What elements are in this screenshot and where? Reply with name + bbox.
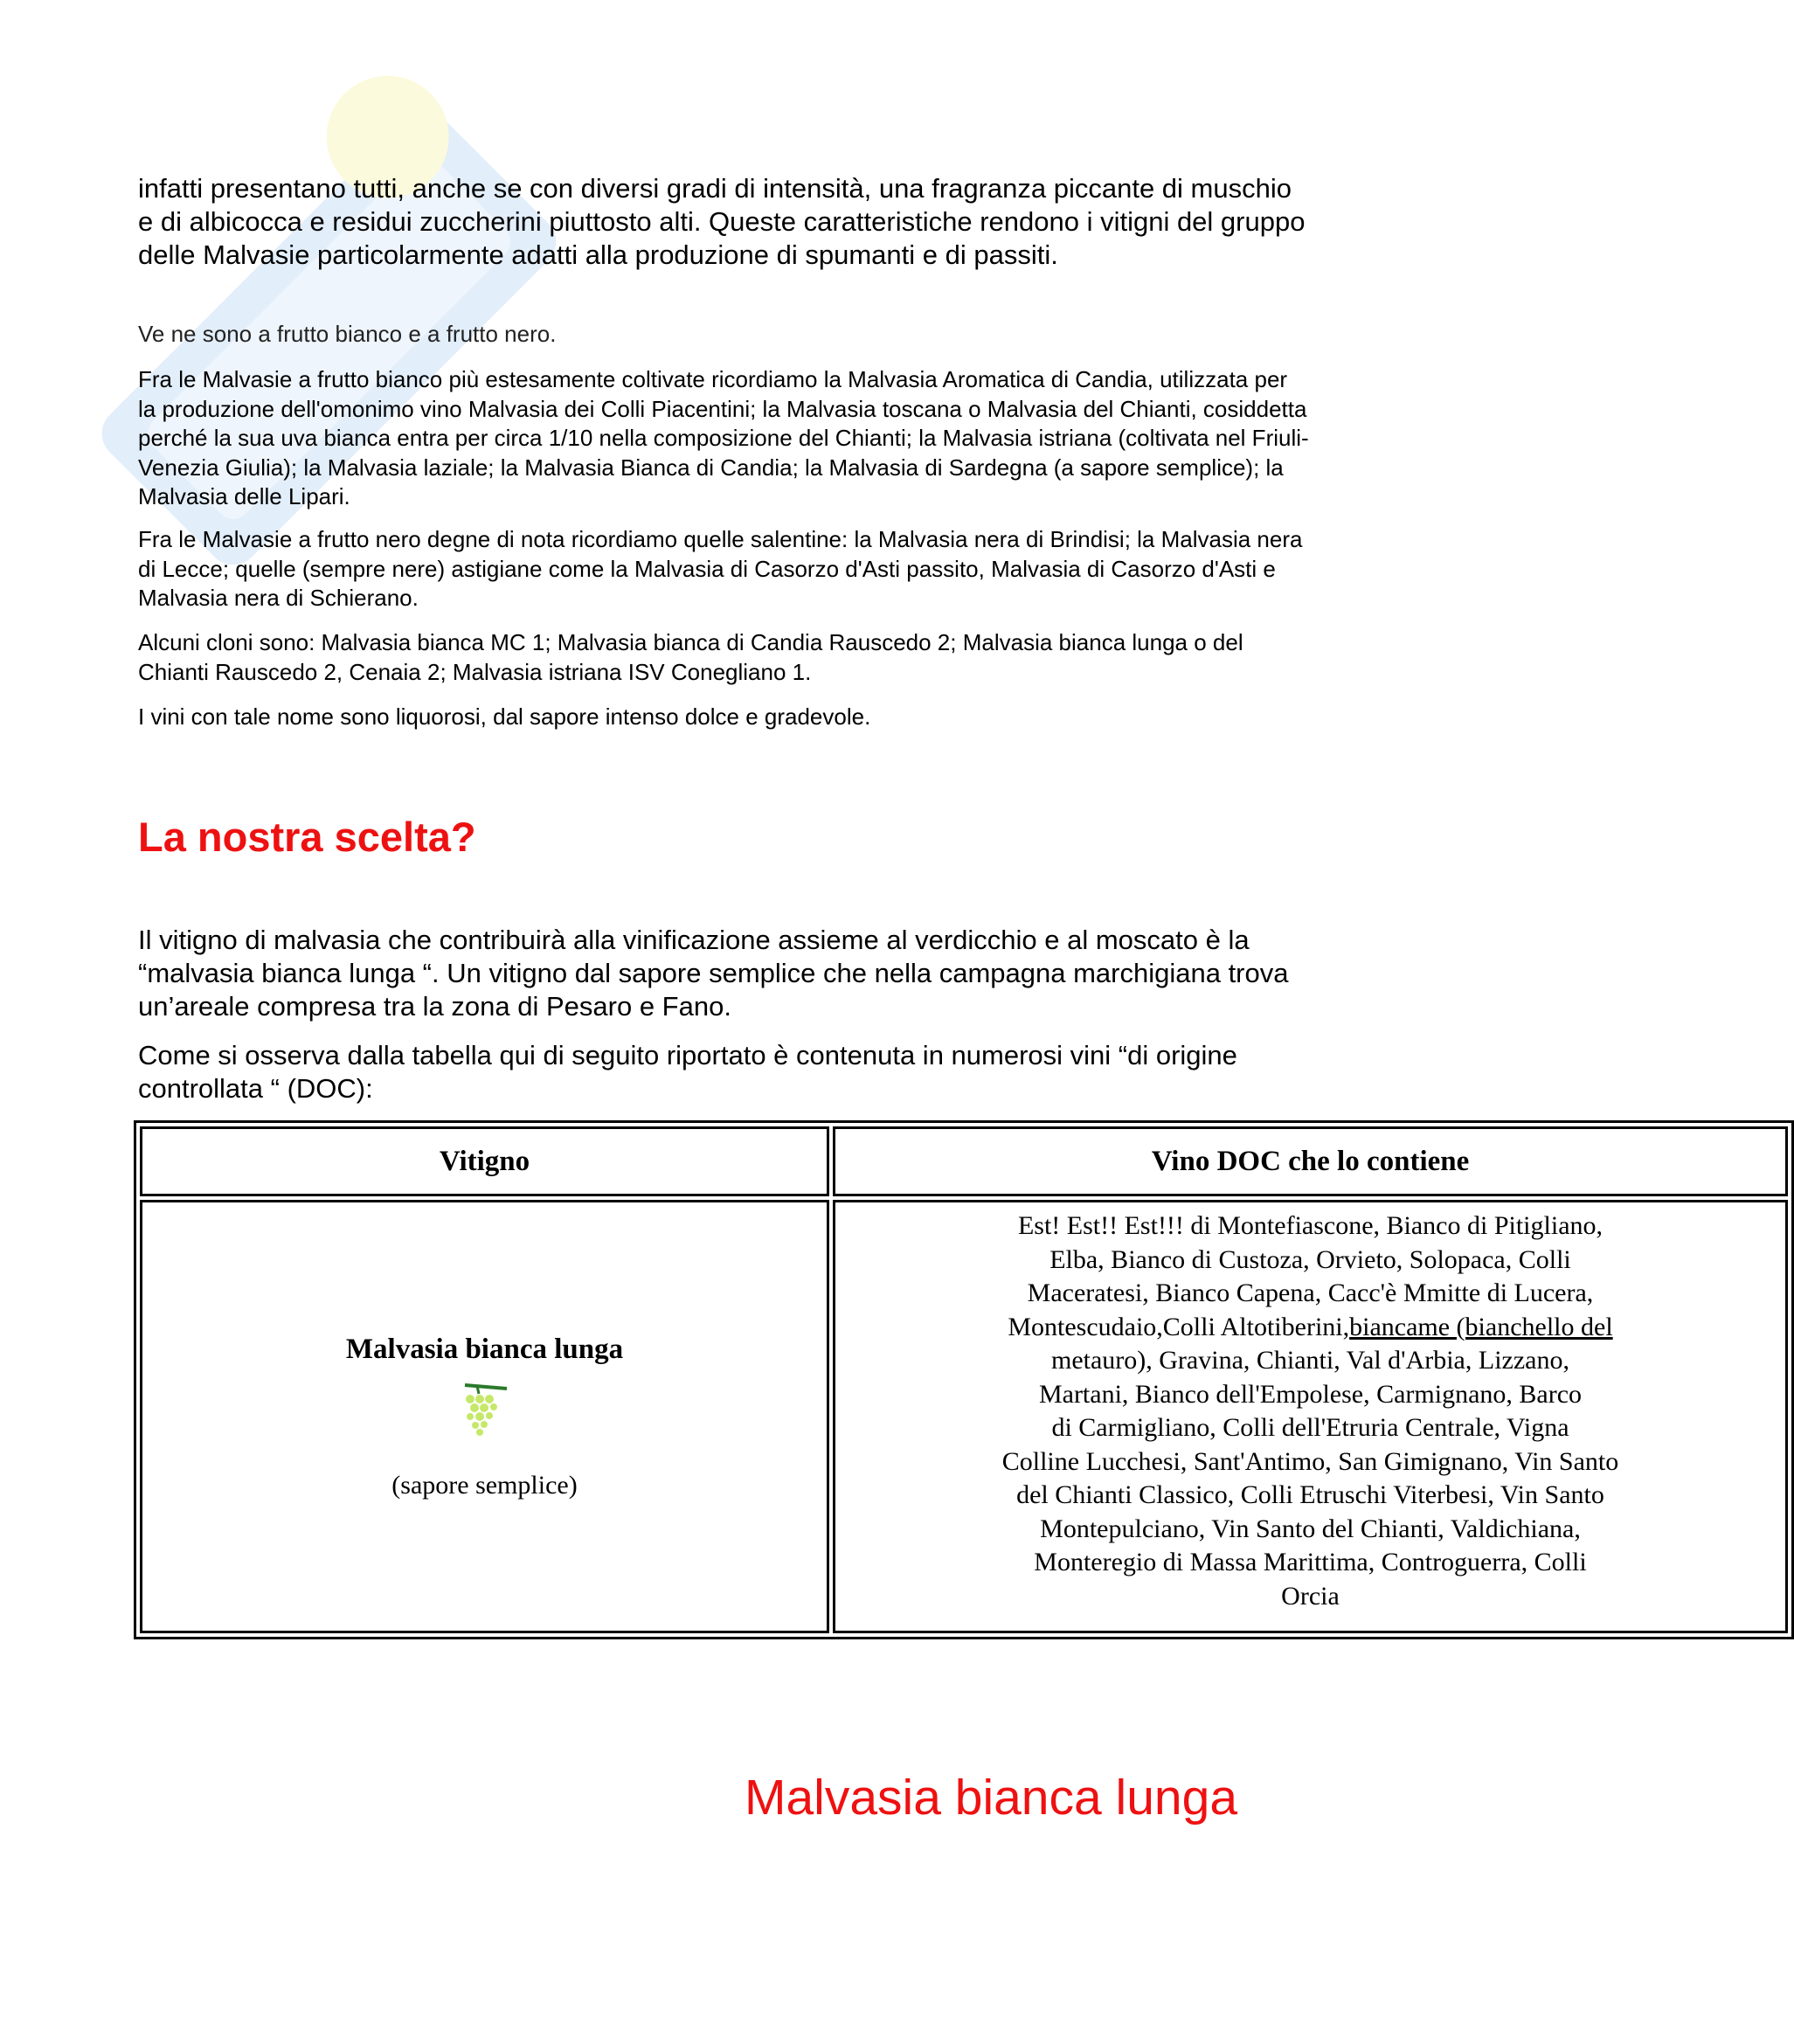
wines-line: Orcia — [1281, 1581, 1340, 1611]
paragraph-white-malvasie: Fra le Malvasie a frutto bianco più estesamente coltivate ricordiamo la Malvasia Aromatica di Candia, utilizzata per la produzione dell'omonimo vino Malvasia dei Colli Piacentini; la Malvasia toscana o Malvasia del Chianti, cosiddetta perché la sua uva bianca entra per circa 1/10 nella composizione del Chianti; la Malvasia istriana (coltivata nel Friuli-Venezia Giulia); la Malvasia laziale; la Malvasia Bianca di Candia; la Malvasia di Sardegna (a sapore semplice); la Malvasia delle Lipari. — [138, 366, 1309, 509]
vitigno-note: (sapore semplice) — [391, 1470, 578, 1500]
wines-line: Monteregio di Massa Marittima, Controguerra, Colli — [1034, 1548, 1587, 1576]
doc-wines-cell — [833, 1200, 1788, 1633]
paragraph-table-intro: Come si osserva dalla tabella qui di seguito riportato è contenuta in numerosi vini “di origine controllata “ (DOC): — [138, 1040, 1237, 1104]
header-vino-doc: Vino DOC che lo contiene — [833, 1126, 1788, 1196]
wines-line: Martani, Bianco dell'Empolese, Carmignano, Barco — [1038, 1379, 1583, 1409]
paragraph-choice: Il vitigno di malvasia che contribuirà alla vinificazione assieme al verdicchio e al moscato è la “malvasia bianca lunga “. Un vitigno dal sapore semplice che nella campagna marchigiana trova un’areale compresa tra la zona di Pesaro e Fano. — [138, 925, 1289, 1022]
section-heading: La nostra scelta? — [138, 814, 476, 860]
wines-line: Est! Est!! Est!!! di Montefiascone, Bianco di Pitigliano, — [1017, 1211, 1604, 1240]
table-header-row — [140, 1126, 1788, 1196]
wines-line — [841, 1311, 1780, 1345]
header-vitigno: Vitigno — [140, 1126, 829, 1196]
doc-table — [134, 1120, 1794, 1639]
biancame-link[interactable]: biancame (bianchello del — [1349, 1312, 1613, 1341]
wines-line: metauro), Gravina, Chianti, Val d'Arbia, Lizzano, — [1050, 1346, 1569, 1375]
paragraph-wines: I vini con tale nome sono liquorosi, dal sapore intenso dolce e gradevole. — [138, 703, 871, 730]
vitigno-name: Malvasia bianca lunga — [345, 1333, 624, 1365]
wines-line: Maceratesi, Bianco Capena, Cacc'è Mmitte di Lucera, — [1027, 1278, 1594, 1307]
wines-line: Elba, Bianco di Custoza, Orvieto, Solopaca, Colli — [1049, 1244, 1571, 1274]
table-row — [140, 1200, 1788, 1633]
wines-line: di Carmigliano, Colli dell'Etruria Centrale, Vigna — [1051, 1413, 1569, 1442]
paragraph-clones: Alcuni cloni sono: Malvasia bianca MC 1; Malvasia bianca di Candia Rauscedo 2; Malvasia bianca lunga o del Chianti Rauscedo 2, Cenaia 2; Malvasia istriana ISV Conegliano 1. — [138, 629, 1243, 685]
paragraph-black-malvasie: Fra le Malvasie a frutto nero degne di nota ricordiamo quelle salentine: la Malvasia nera di Brindisi; la Malvasia nera di Lecce; quelle (sempre nere) astigiane come la Malvasia di Casorzo d'Asti passito, Malvasia di Casorzo d'Asti e Malvasia nera di Schierano. — [138, 526, 1303, 611]
doc-table-container — [134, 1120, 1619, 1632]
footer-title: Malvasia bianca lunga — [745, 1770, 1238, 1826]
wines-line-part: Montescudaio,Colli Altotiberini, — [1008, 1312, 1350, 1341]
paragraph-intro: infatti presentano tutti, anche se con diversi gradi di intensità, una fragranza piccante di muschio e di albicocca e residui zuccherini piuttosto alti. Queste caratteristiche rendono i vitigni del gruppo delle Malvasie particolarmente adatti alla produzione di spumanti e di passiti. — [138, 173, 1306, 270]
wines-line: Montepulciano, Vin Santo del Chianti, Valdichiana, — [1040, 1514, 1581, 1543]
grape-icon — [458, 1378, 510, 1436]
wines-line: del Chianti Classico, Colli Etruschi Viterbesi, Vin Santo — [1016, 1480, 1604, 1509]
wines-line: Colline Lucchesi, Sant'Antimo, San Gimignano, Vin Santo — [1001, 1446, 1619, 1476]
paragraph-varieties: Ve ne sono a frutto bianco e a frutto nero. — [138, 321, 557, 347]
vitigno-cell — [140, 1200, 829, 1633]
